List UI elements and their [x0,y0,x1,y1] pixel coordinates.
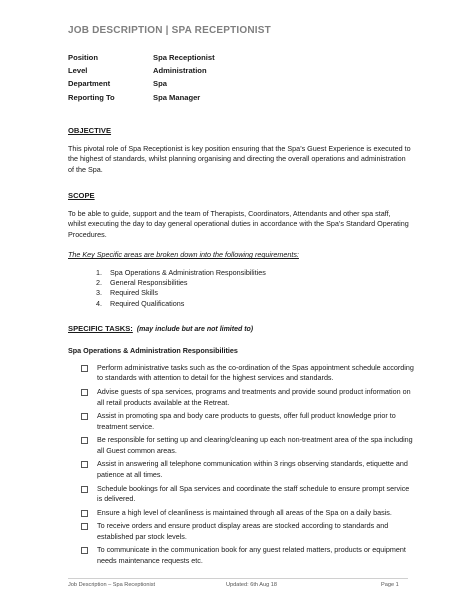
objective-heading: OBJECTIVE [68,126,112,135]
task-line: all Guest common areas. [97,445,177,455]
checkbox-icon [81,510,88,517]
task-line: needs maintenance requests etc. [97,555,203,565]
task-list [81,363,421,570]
task-line: Schedule bookings for all Spa services and coordinate the staff schedule to ensure prompt service [97,483,410,493]
list-item [96,278,266,288]
detail-row-reporting-to [68,93,215,106]
paragraph-line: Procedures. [68,229,107,239]
specific-tasks-label: SPECIFIC TASKS: [68,324,133,333]
list-text: Required Skills [110,288,158,298]
scope-heading: SCOPE [68,191,95,200]
footer-page-number: Page 1 [381,582,399,588]
task-line: Be responsible for setting up and clearing/cleaning up each non-treatment area of the spa including [97,435,413,445]
task-line: all retail products available at the Retreat. [97,397,230,407]
checkbox-icon [81,486,88,493]
task-line: Ensure a high level of cleanliness is maintained through all areas of the Spa on a daily basis. [97,507,392,517]
specific-tasks-note: (may include but are not limited to) [136,326,254,333]
tasks-subheading: Spa Operations & Administration Responsibilities [68,346,238,355]
detail-key: Department [68,79,111,89]
paragraph-line: the highest of standards, whilst planning organising and directing the overall operations and administration [68,154,406,164]
detail-key: Level [68,66,88,76]
checkbox-icon [81,389,88,396]
task-item [81,387,421,408]
list-item [96,268,266,278]
list-text: General Responsibilities [110,278,188,288]
detail-key: Position [68,53,98,62]
footer-left: Job Description – Spa Receptionist [68,582,156,588]
detail-value: Spa Manager [153,92,201,102]
list-text: Required Qualifications [110,298,185,308]
task-line: To receive orders and ensure product display areas are stocked according to standards and [97,521,389,531]
key-areas-list [96,268,266,309]
task-item [81,411,421,432]
list-number: 2. [96,278,102,288]
detail-value: Spa Receptionist [153,53,215,62]
checkbox-icon [81,413,88,420]
scope-paragraph [68,209,408,240]
detail-row-level [68,66,215,79]
task-line: Assist in answering all telephone communication within 3 rings observing standards, etiquette and [97,459,408,469]
task-line: to standards with attention to detail for the highest services and standards. [97,373,334,383]
task-line: established par stock levels. [97,531,187,541]
job-details-table [68,53,215,106]
checkbox-icon [81,437,88,444]
task-item [81,545,421,566]
list-item [96,299,266,309]
checkbox-icon [81,365,88,372]
list-item [96,288,266,298]
detail-value: Spa [153,79,167,89]
task-item [81,484,421,505]
detail-value: Administration [153,66,207,76]
list-number: 1. [96,268,102,277]
task-line: Perform administrative tasks such as the co-ordination of the Spas appointment schedule according [97,363,414,372]
key-areas-intro: The Key Specific areas are broken down into the following requirements: [68,250,299,259]
checkbox-icon [81,523,88,530]
list-text: Spa Operations & Administration Responsibilities [110,268,266,277]
footer-updated: Updated: 6th Aug 18 [226,582,278,588]
task-line: To communicate in the communication book for any guest related matters, products or equipment [97,545,406,555]
task-line: treatment service. [97,421,155,431]
detail-row-department [68,79,215,92]
task-line: Advise guests of spa services, programs and treatments and provide sound product information on [97,387,411,397]
list-number: 3. [96,288,102,298]
paragraph-line: This pivotal role of Spa Receptionist is key position ensuring that the Spa’s Guest Experience is executed to [68,144,411,153]
document-title: JOB DESCRIPTION | SPA RECEPTIONIST [68,25,271,36]
task-item [81,508,421,518]
paragraph-line: To be able to guide, support and the team of Therapists, Coordinators, Attendants and other spa staff, [68,209,391,218]
task-line: patience at all times. [97,469,163,479]
task-line: Assist in promoting spa and body care products to guests, offer full product knowledge prior to [97,411,396,421]
list-number: 4. [96,298,102,308]
task-item [81,435,421,456]
detail-row-position [68,53,215,66]
specific-tasks-heading [68,324,253,333]
detail-key: Reporting To [68,92,115,102]
task-item [81,459,421,480]
footer-divider [68,578,408,579]
task-item [81,521,421,542]
checkbox-icon [81,547,88,554]
checkbox-icon [81,461,88,468]
paragraph-line: of the Spa. [68,164,103,174]
task-line: is delivered. [97,493,136,503]
objective-paragraph [68,144,411,175]
task-item [81,363,421,384]
paragraph-line: whilst executing the day to day general operational duties in accordance with the Spa’s Standard Operating [68,219,409,229]
